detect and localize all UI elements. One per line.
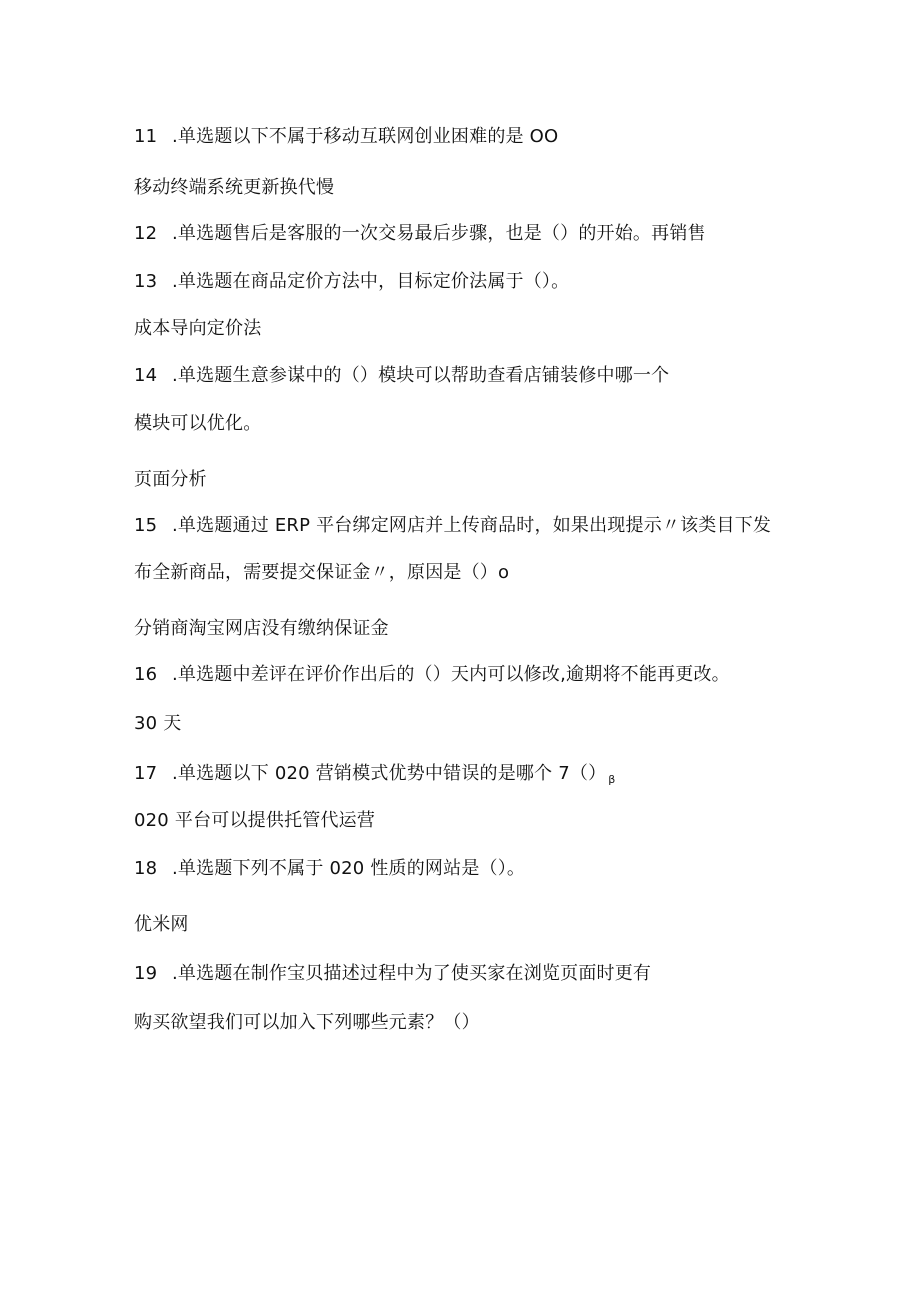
question-text: 模块可以优化。 bbox=[134, 413, 262, 434]
question-text: .单选题以下 020 营销模式优势中错误的是哪个 7（） bbox=[172, 763, 607, 784]
question-19-continuation bbox=[134, 1011, 480, 1035]
question-13 bbox=[134, 270, 569, 294]
question-text: 布全新商品，需要提交保证金〃，原因是（）o bbox=[134, 562, 510, 583]
question-number: 18 bbox=[134, 858, 158, 879]
answer-14 bbox=[134, 468, 207, 492]
question-text: .单选题在制作宝贝描述过程中为了使买家在浏览页面时更有 bbox=[172, 963, 652, 984]
question-text: .单选题下列不属于 020 性质的网站是（）。 bbox=[172, 858, 526, 879]
question-17 bbox=[134, 762, 616, 792]
answer-18 bbox=[134, 913, 189, 937]
question-16 bbox=[134, 663, 730, 687]
question-number: 12 bbox=[134, 223, 158, 244]
question-14 bbox=[134, 364, 669, 388]
question-15-continuation bbox=[134, 561, 509, 585]
question-text: .单选题生意参谋中的（）模块可以帮助查看店铺装修中哪一个 bbox=[172, 365, 670, 386]
question-text: .单选题中差评在评价作出后的（）天内可以修改,逾期将不能再更改。 bbox=[172, 664, 730, 685]
answer-text: 分销商淘宝网店没有缴纳保证金 bbox=[134, 618, 389, 639]
question-number: 16 bbox=[134, 664, 158, 685]
answer-15 bbox=[134, 617, 389, 641]
question-12 bbox=[134, 222, 706, 246]
answer-16 bbox=[134, 712, 181, 736]
question-suffix-mark: β bbox=[608, 773, 616, 786]
question-text: .单选题通过 ERP 平台绑定网店并上传商品时，如果出现提示〃该类目下发 bbox=[172, 515, 772, 536]
answer-17 bbox=[134, 809, 375, 833]
question-14-continuation bbox=[134, 412, 261, 436]
question-number: 13 bbox=[134, 271, 158, 292]
question-text: .单选题售后是客服的一次交易最后步骤，也是（）的开始。再销售 bbox=[172, 223, 706, 244]
answer-13 bbox=[134, 317, 261, 341]
question-text: 购买欲望我们可以加入下列哪些元素？（） bbox=[134, 1012, 480, 1033]
question-number: 19 bbox=[134, 963, 158, 984]
question-19 bbox=[134, 962, 651, 986]
question-15 bbox=[134, 514, 771, 538]
answer-text: 30 天 bbox=[134, 713, 182, 734]
answer-text: 020 平台可以提供托管代运营 bbox=[134, 810, 376, 831]
question-number: 11 bbox=[134, 126, 158, 147]
question-text: .单选题在商品定价方法中，目标定价法属于（）。 bbox=[172, 271, 570, 292]
question-18 bbox=[134, 857, 525, 881]
answer-11 bbox=[134, 176, 334, 200]
answer-text: 移动终端系统更新换代慢 bbox=[134, 177, 335, 198]
answer-text: 页面分析 bbox=[134, 469, 207, 490]
question-number: 17 bbox=[134, 763, 158, 784]
question-number: 14 bbox=[134, 365, 158, 386]
question-text: .单选题以下不属于移动互联网创业困难的是 OO bbox=[172, 126, 559, 147]
answer-text: 成本导向定价法 bbox=[134, 318, 262, 339]
question-11 bbox=[134, 125, 558, 149]
question-number: 15 bbox=[134, 515, 158, 536]
answer-text: 优米网 bbox=[134, 914, 189, 935]
